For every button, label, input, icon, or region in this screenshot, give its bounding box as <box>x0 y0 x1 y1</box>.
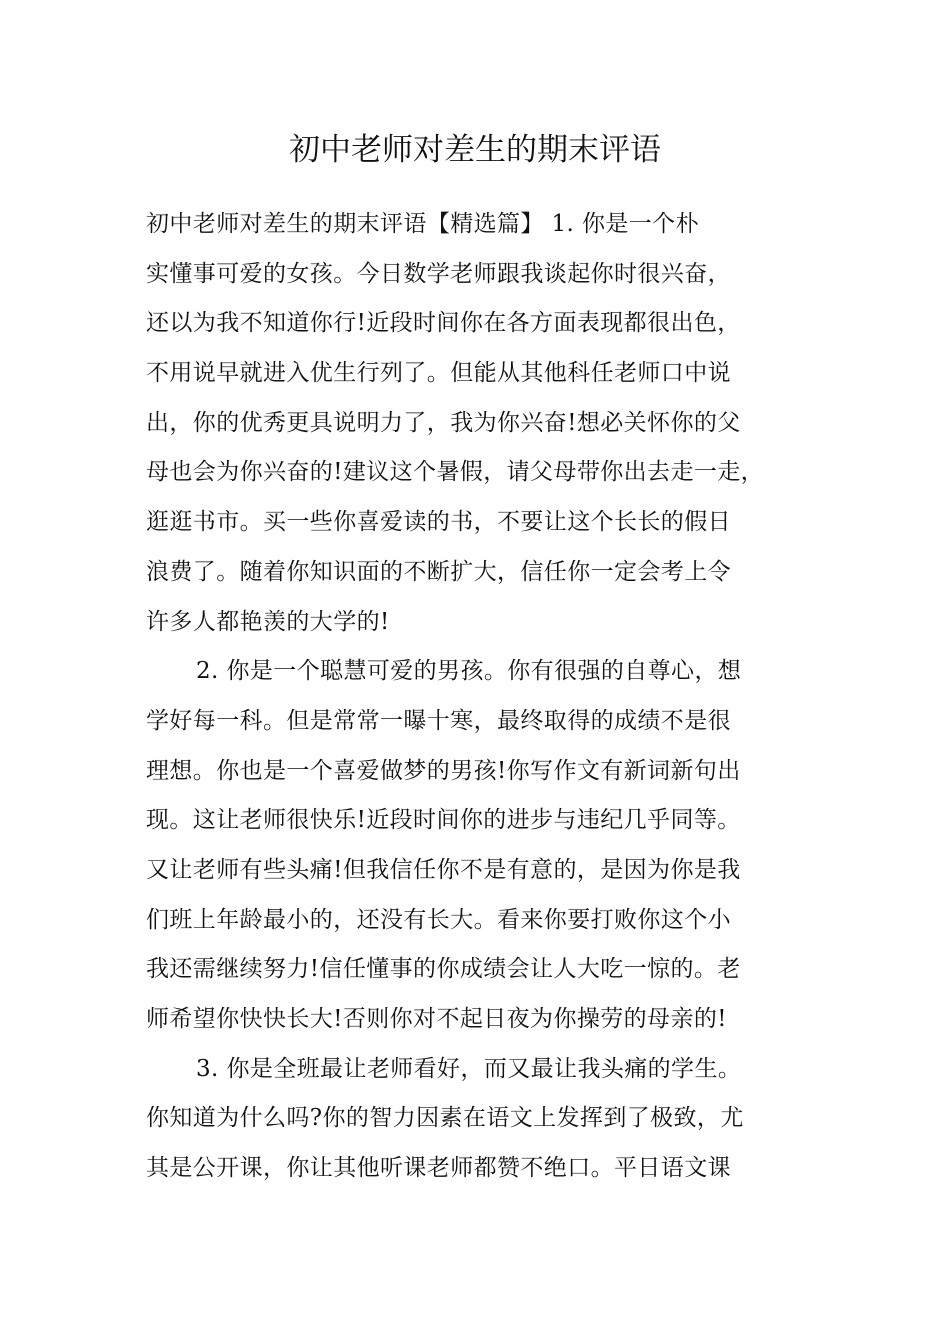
paragraph-line-indented <box>146 1045 822 1095</box>
paragraph-line-text: 3. 你是全班最让老师看好，而又最让我头痛的学生。 <box>196 1055 742 1082</box>
paragraph-line-text: 2. 你是一个聪慧可爱的男孩。你有很强的自尊心，想 <box>196 658 742 685</box>
paragraph-line: 学好每一科。但是常常一曝十寒，最终取得的成绩不是很 <box>146 707 731 734</box>
paragraph-line: 实懂事可爱的女孩。今日数学老师跟我谈起你时很兴奋， <box>146 260 731 287</box>
paragraph-line: 浪费了。随着你知识面的不断扩大，信任你一定会考上令 <box>146 558 731 585</box>
paragraph-line: 初中老师对差生的期末评语【精选篇】 1. 你是一个朴 <box>146 211 699 237</box>
paragraph-line: 又让老师有些头痛!但我信任你不是有意的，是因为你是我 <box>146 856 741 883</box>
paragraph-line: 们班上年龄最小的，还没有长大。看来你要打败你这个小 <box>146 906 731 933</box>
paragraph-line: 不用说早就进入优生行列了。但能从其他科任老师口中说 <box>146 360 731 387</box>
paragraph-line-indented <box>146 647 822 697</box>
paragraph-line: 逛逛书市。买一些你喜爱读的书，不要让这个长长的假日 <box>146 509 731 536</box>
paragraph-line: 出，你的优秀更具说明力了，我为你兴奋!想必关怀你的父 <box>146 409 741 436</box>
paragraph-line: 现。这让老师很快乐!近段时间你的进步与违纪几乎同等。 <box>146 807 741 834</box>
paragraph-line: 还以为我不知道你行!近段时间你在各方面表现都很出色， <box>146 310 741 337</box>
paragraph-line: 你知道为什么吗?你的智力因素在语文上发挥到了极致，尤 <box>146 1105 744 1132</box>
document-body <box>146 200 822 1194</box>
paragraph-line: 许多人都艳羡的大学的! <box>146 608 390 635</box>
paragraph-line: 理想。你也是一个喜爱做梦的男孩!你写作文有新词新句出 <box>146 757 741 784</box>
document-title: 初中老师对差生的期末评语 <box>289 132 661 168</box>
paragraph-line: 其是公开课，你让其他听课老师都赞不绝口。平日语文课 <box>146 1155 731 1182</box>
paragraph-line: 母也会为你兴奋的!建议这个暑假，请父母带你出去走一走， <box>146 459 765 486</box>
paragraph-line: 师希望你快快长大!否则你对不起日夜为你操劳的母亲的! <box>146 1006 727 1032</box>
paragraph-line: 我还需继续努力!信任懂事的你成绩会让人大吃一惊的。老 <box>146 956 741 983</box>
